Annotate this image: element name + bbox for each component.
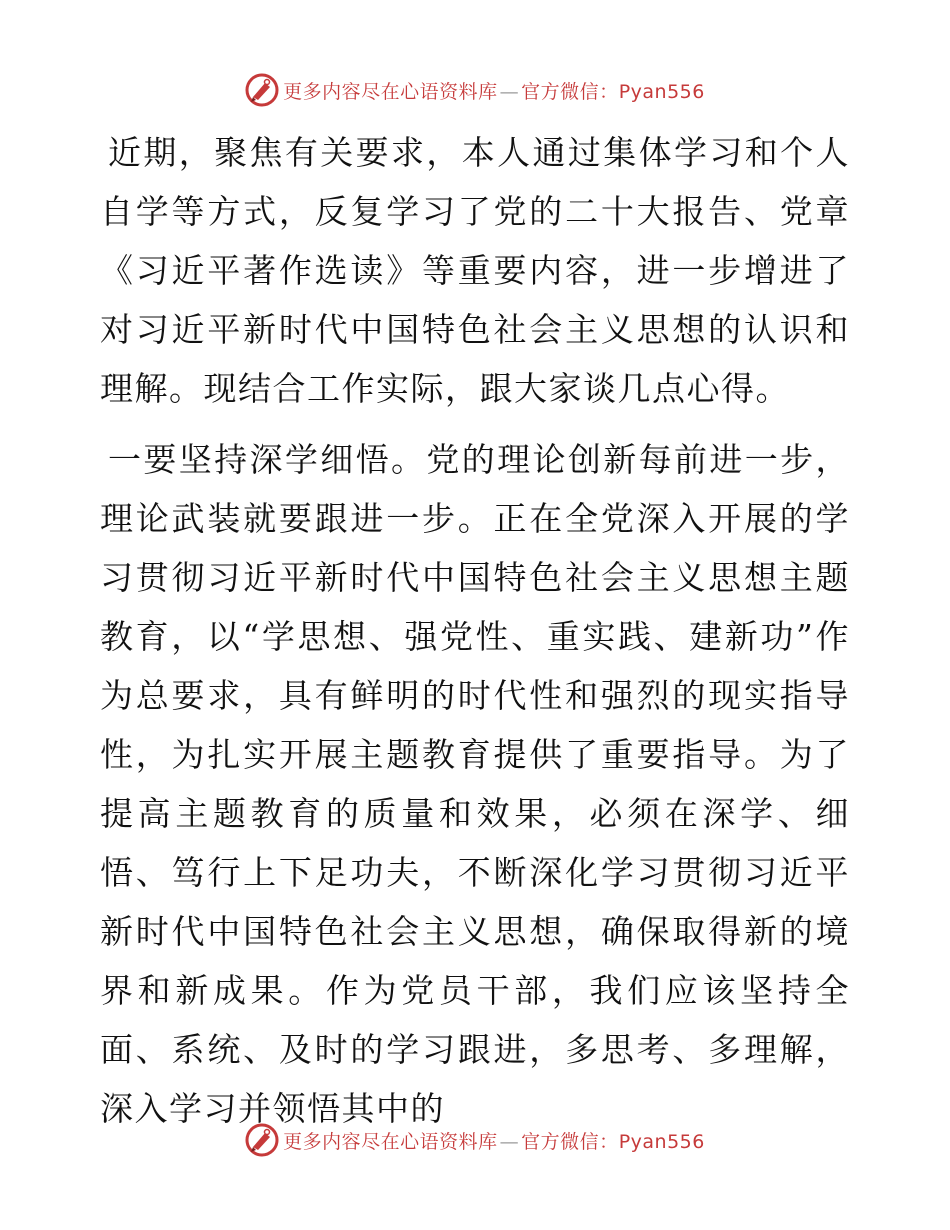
paragraph-1: 近期，聚焦有关要求，本人通过集体学习和个人自学等方式，反复学习了党的二十大报告、党章《习近平著作选读》等重要内容，进一步增进了对习近平新时代中国特色社会主义思想的认识和理解。现结合工作实际，跟大家谈几点心得。: [100, 133, 850, 408]
header-dash: —: [499, 80, 520, 103]
header-site-text: 更多内容尽在心语资料库: [283, 80, 498, 103]
footer-wechat-label: 官方微信：: [521, 1130, 619, 1153]
pen-logo-icon: [245, 73, 279, 107]
footer-site-text: 更多内容尽在心语资料库: [283, 1130, 498, 1153]
header-banner[interactable]: [0, 70, 950, 110]
footer-wechat-id: Pyan556: [618, 1130, 705, 1153]
pen-logo-icon: [245, 1123, 279, 1157]
footer-dash: —: [499, 1130, 520, 1153]
document-body: [100, 123, 850, 1138]
header-banner-text: [283, 77, 705, 104]
header-wechat-label: 官方微信：: [521, 80, 619, 103]
footer-banner-text: [283, 1127, 705, 1154]
footer-banner[interactable]: [0, 1120, 950, 1160]
header-wechat-id: Pyan556: [618, 80, 705, 103]
paragraph-2: 一要坚持深学细悟。党的理论创新每前进一步，理论武装就要跟进一步。正在全党深入开展的学习贯彻习近平新时代中国特色社会主义思想主题教育，以“学思想、强党性、重实践、建新功”作为总要求，具有鲜明的时代性和强烈的现实指导性，为扎实开展主题教育提供了重要指导。为了提高主题教育的质量和效果，必须在深学、细悟、笃行上下足功夫，不断深化学习贯彻习近平新时代中国特色社会主义思想，确保取得新的境界和新成果。作为党员干部，我们应该坚持全面、系统、及时的学习跟进，多思考、多理解，深入学习并领悟其中的: [100, 440, 850, 1128]
